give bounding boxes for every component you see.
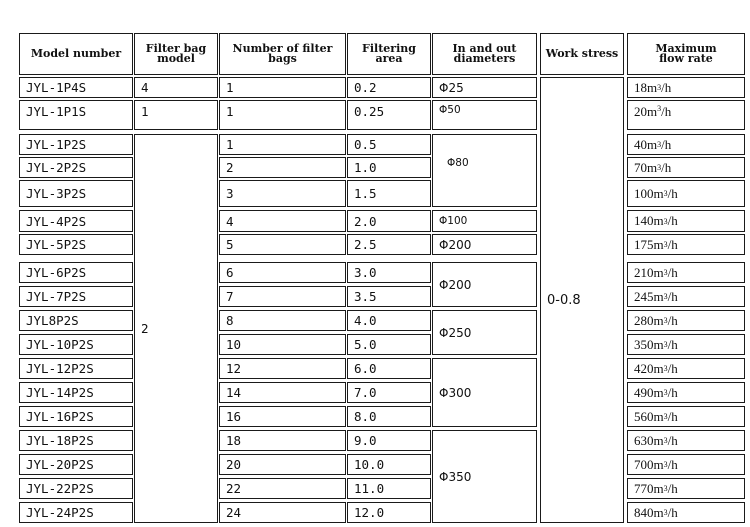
flow-rate-cell: 175 m 3 /h: [627, 234, 745, 255]
bag-count-cell: 2: [219, 157, 346, 178]
area-cell: 1.0: [347, 157, 431, 178]
header-filter-bag-model: Filter bag model: [134, 33, 218, 75]
diameter-cell: Φ80: [432, 134, 537, 207]
bag-count-cell: 24: [219, 502, 346, 523]
bag-count-cell: 22: [219, 478, 346, 499]
model-cell: JYL-20P2S: [19, 454, 133, 475]
flow-rate-cell: 770 m 3 /h: [627, 478, 745, 499]
model-cell: JYL-1P2S: [19, 134, 133, 155]
diameter-cell: Φ50: [432, 100, 537, 130]
diameter-cell: Φ100: [432, 210, 537, 232]
model-cell: JYL-18P2S: [19, 430, 133, 451]
model-cell: JYL-6P2S: [19, 262, 133, 283]
area-cell: 2.0: [347, 210, 431, 232]
bag-count-cell: 4: [219, 210, 346, 232]
area-cell: 9.0: [347, 430, 431, 451]
diameter-cell: Φ25: [432, 77, 537, 98]
header-model-number: Model number: [19, 33, 133, 75]
header-diameters: In and out diameters: [432, 33, 537, 75]
bag-count-cell: 12: [219, 358, 346, 379]
diameter-cell: Φ300: [432, 358, 537, 427]
model-cell: JYL-7P2S: [19, 286, 133, 307]
flow-rate-cell: 70 m 3 /h: [627, 157, 745, 178]
model-cell: JYL-14P2S: [19, 382, 133, 403]
model-cell: JYL-4P2S: [19, 210, 133, 232]
model-cell: JYL8P2S: [19, 310, 133, 331]
model-cell: JYL-5P2S: [19, 234, 133, 255]
flow-rate-cell: 350 m 3 /h: [627, 334, 745, 355]
area-cell: 3.0: [347, 262, 431, 283]
area-cell: 0.5: [347, 134, 431, 155]
model-cell: JYL-10P2S: [19, 334, 133, 355]
model-cell: JYL-1P1S: [19, 100, 133, 130]
flow-rate-cell: 20 m $^3$ /h: [627, 100, 745, 130]
flow-rate-cell: 630 m 3 /h: [627, 430, 745, 451]
filter-bag-model-cell: 1: [134, 100, 218, 130]
header-num-filter-bags: Number of filter bags: [219, 33, 346, 75]
bag-count-cell: 3: [219, 180, 346, 207]
area-cell: 1.5: [347, 180, 431, 207]
bag-count-cell: 18: [219, 430, 346, 451]
model-cell: JYL-24P2S: [19, 502, 133, 523]
flow-rate-cell: 280 m 3 /h: [627, 310, 745, 331]
model-cell: JYL-3P2S: [19, 180, 133, 207]
model-cell: JYL-12P2S: [19, 358, 133, 379]
area-cell: 6.0: [347, 358, 431, 379]
header-max-flow-rate: Maximum flow rate: [627, 33, 745, 75]
model-cell: JYL-16P2S: [19, 406, 133, 427]
flow-rate-cell: 100 m 3 /h: [627, 180, 745, 207]
area-cell: 8.0: [347, 406, 431, 427]
area-cell: 0.2: [347, 77, 431, 98]
flow-rate-cell: 840 m 3 /h: [627, 502, 745, 523]
area-cell: 12.0: [347, 502, 431, 523]
area-cell: 11.0: [347, 478, 431, 499]
area-cell: 7.0: [347, 382, 431, 403]
bag-count-cell: 5: [219, 234, 346, 255]
area-cell: 3.5: [347, 286, 431, 307]
work-stress-cell: 0-0.8: [540, 77, 624, 523]
bag-count-cell: 8: [219, 310, 346, 331]
bag-count-cell: 10: [219, 334, 346, 355]
flow-rate-cell: 420 m 3 /h: [627, 358, 745, 379]
header-filtering-area: Filtering area: [347, 33, 431, 75]
flow-rate-cell: 245 m 3 /h: [627, 286, 745, 307]
bag-count-cell: 7: [219, 286, 346, 307]
area-cell: 2.5: [347, 234, 431, 255]
diameter-cell: Φ250: [432, 310, 537, 355]
diameter-cell: Φ200: [432, 234, 537, 255]
model-cell: JYL-1P4S: [19, 77, 133, 98]
flow-rate-cell: 490 m 3 /h: [627, 382, 745, 403]
flow-rate-cell: 210 m 3 /h: [627, 262, 745, 283]
diameter-cell: Φ350: [432, 430, 537, 523]
area-cell: 4.0: [347, 310, 431, 331]
bag-count-cell: 1: [219, 100, 346, 130]
flow-rate-cell: 18 m 3 /h: [627, 77, 745, 98]
filter-bag-model-cell: 2: [134, 134, 218, 523]
area-cell: 10.0: [347, 454, 431, 475]
area-cell: 0.25: [347, 100, 431, 130]
bag-count-cell: 1: [219, 134, 346, 155]
bag-count-cell: 16: [219, 406, 346, 427]
model-cell: JYL-22P2S: [19, 478, 133, 499]
diameter-cell: Φ200: [432, 262, 537, 307]
bag-count-cell: 6: [219, 262, 346, 283]
flow-rate-cell: 700 m 3 /h: [627, 454, 745, 475]
filter-bag-model-cell: 4: [134, 77, 218, 98]
bag-count-cell: 1: [219, 77, 346, 98]
header-work-stress: Work stress: [540, 33, 624, 75]
flow-rate-cell: 140 m 3 /h: [627, 210, 745, 232]
flow-rate-cell: 560 m 3 /h: [627, 406, 745, 427]
bag-count-cell: 14: [219, 382, 346, 403]
area-cell: 5.0: [347, 334, 431, 355]
bag-count-cell: 20: [219, 454, 346, 475]
model-cell: JYL-2P2S: [19, 157, 133, 178]
flow-rate-cell: 40 m 3 /h: [627, 134, 745, 155]
